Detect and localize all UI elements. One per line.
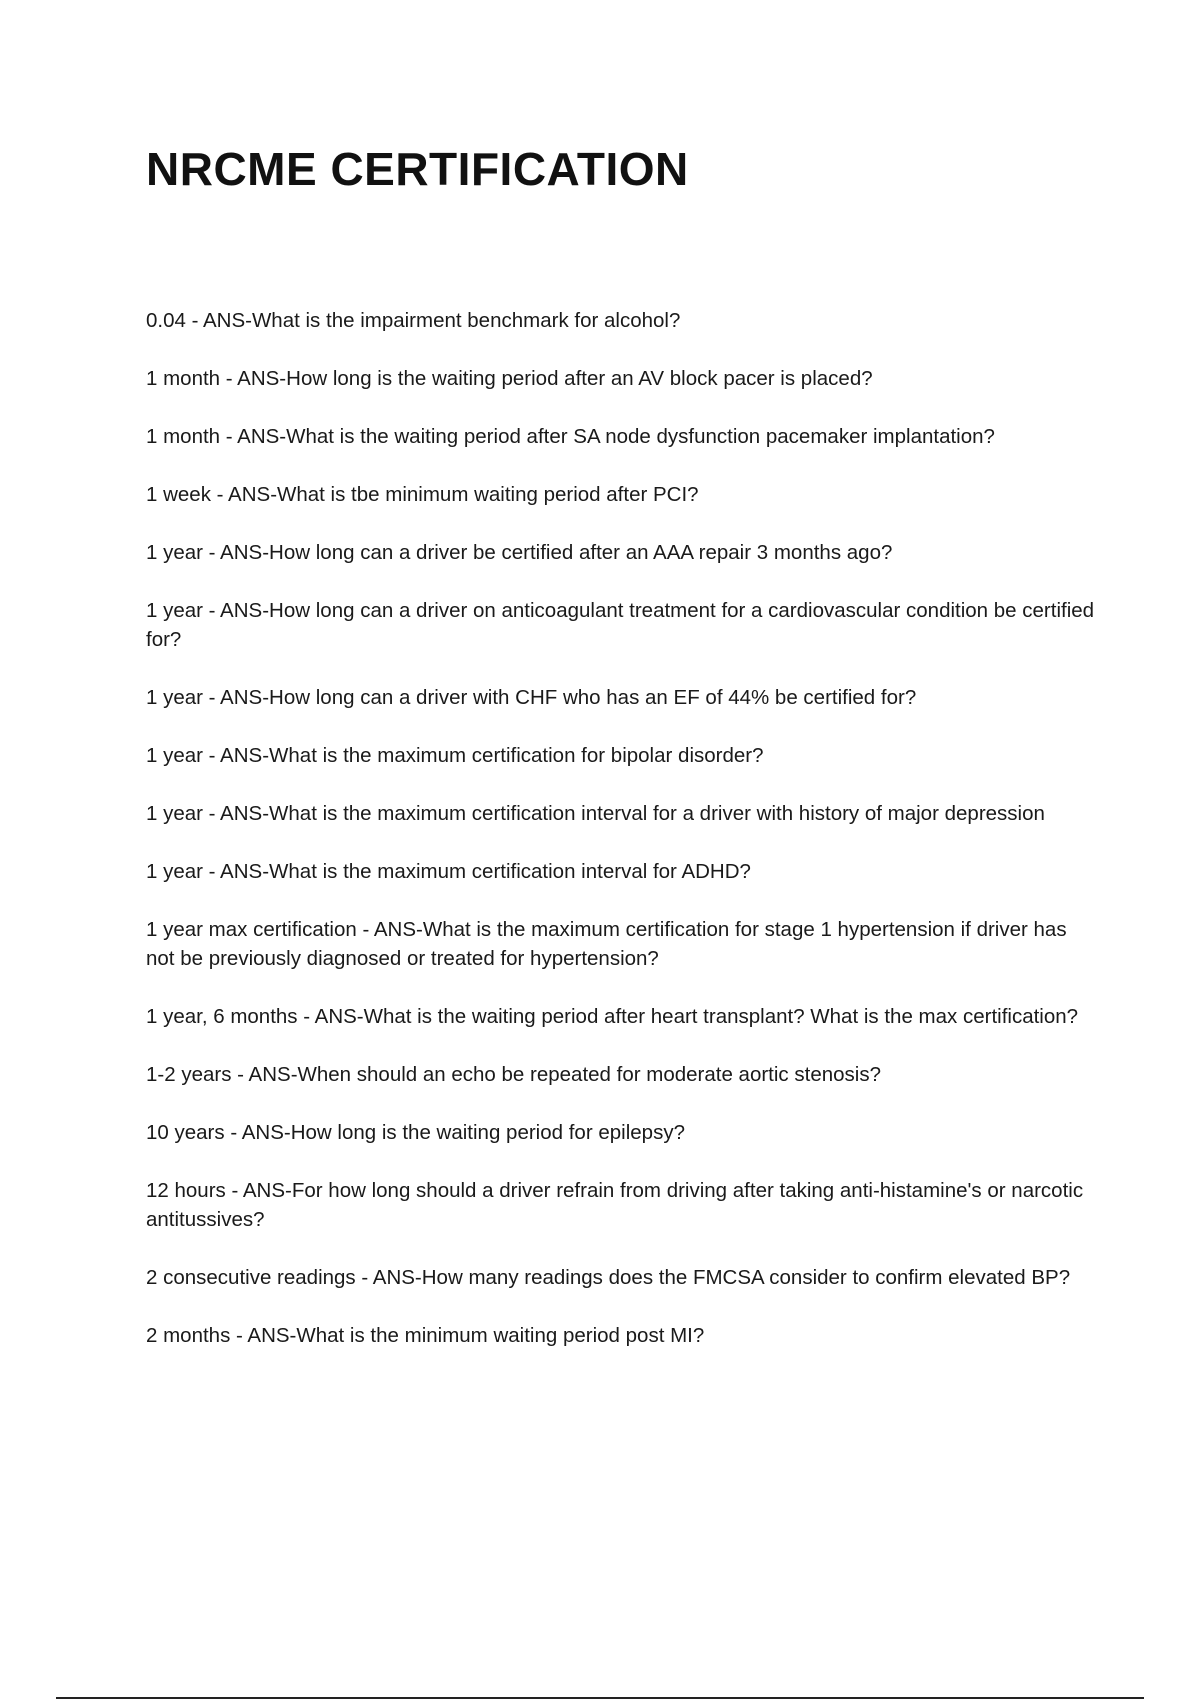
list-item: 1 year - ANS-How long can a driver be certified after an AAA repair 3 months ago? (146, 541, 893, 564)
list-item: 10 years - ANS-How long is the waiting period for epilepsy? (146, 1121, 685, 1144)
list-item: 1 year - ANS-What is the maximum certification interval for a driver with history of major depression (146, 802, 1045, 825)
footer-divider (56, 1697, 1144, 1699)
list-item: 1 year - ANS-What is the maximum certification for bipolar disorder? (146, 744, 764, 767)
list-item: 1 year - ANS-How long can a driver with CHF who has an EF of 44% be certified for? (146, 686, 917, 709)
list-item: 1 year max certification - ANS-What is the maximum certification for stage 1 hypertension if driver has not be previously diagnosed or treated for hypertension? (146, 918, 1067, 970)
list-item: 0.04 - ANS-What is the impairment benchmark for alcohol? (146, 309, 681, 332)
list-item: 1 month - ANS-How long is the waiting period after an AV block pacer is placed? (146, 367, 873, 390)
qa-list (146, 306, 1096, 1379)
list-item: 1 year - ANS-How long can a driver on anticoagulant treatment for a cardiovascular condition be certified for? (146, 599, 1095, 651)
list-item: 1-2 years - ANS-When should an echo be repeated for moderate aortic stenosis? (146, 1063, 881, 1086)
list-item: 1 month - ANS-What is the waiting period after SA node dysfunction pacemaker implantation? (146, 425, 995, 448)
list-item: 2 months - ANS-What is the minimum waiting period post MI? (146, 1324, 705, 1347)
list-item: 1 year, 6 months - ANS-What is the waiting period after heart transplant? What is the max certification? (146, 1005, 1079, 1028)
list-item: 1 week - ANS-What is tbe minimum waiting period after PCI? (146, 483, 699, 506)
page-title: NRCME CERTIFICATION (146, 143, 689, 195)
list-item: 12 hours - ANS-For how long should a driver refrain from driving after taking anti-histamine's or narcotic antitussives? (146, 1179, 1084, 1231)
list-item: 2 consecutive readings - ANS-How many readings does the FMCSA consider to confirm elevated BP? (146, 1266, 1071, 1289)
list-item: 1 year - ANS-What is the maximum certification interval for ADHD? (146, 860, 751, 883)
